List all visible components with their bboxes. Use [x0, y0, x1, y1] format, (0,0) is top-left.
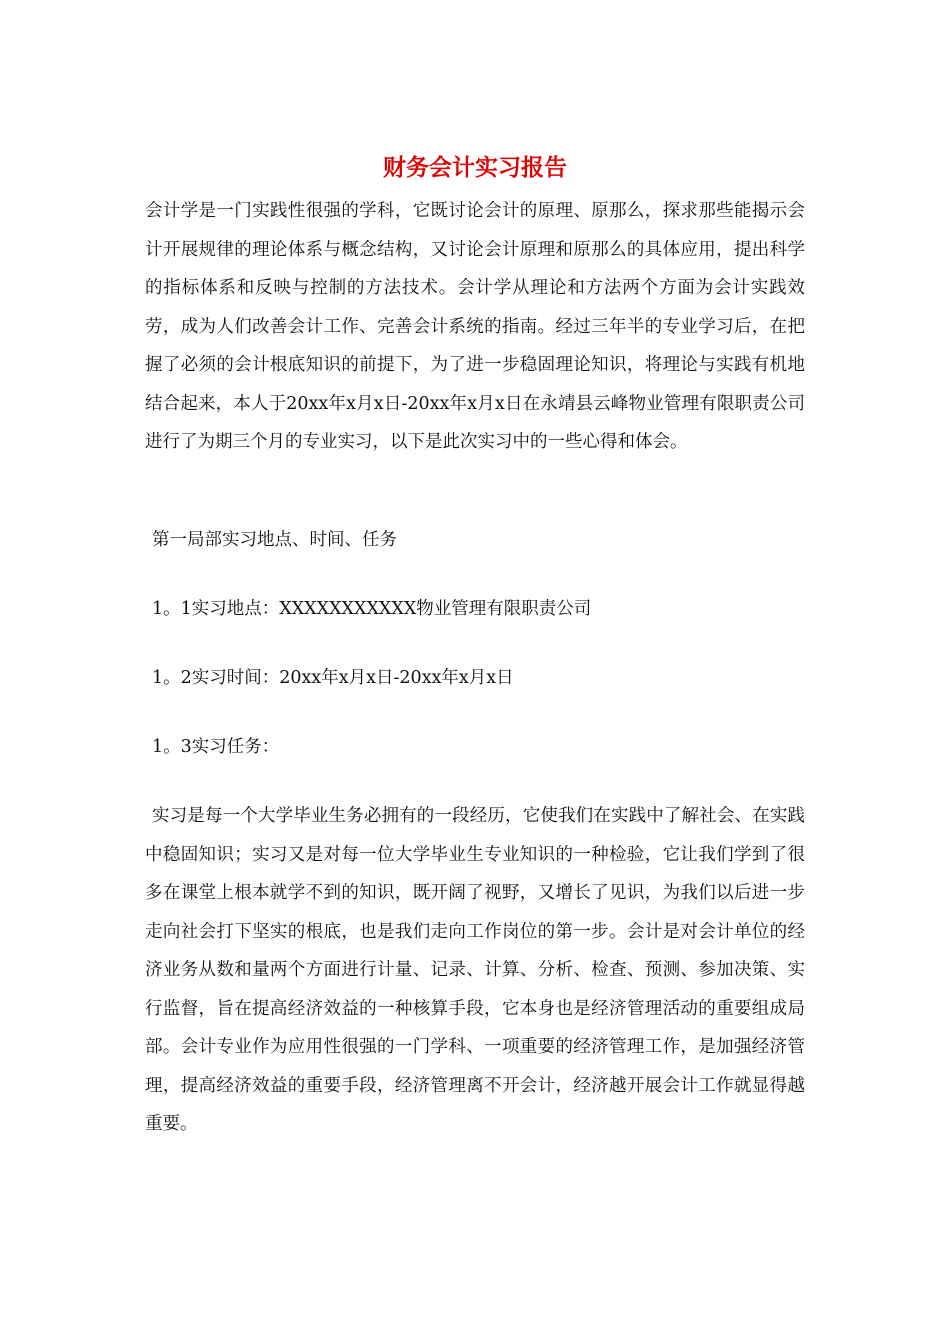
task-paragraph: 实习是每一个大学毕业生务必拥有的一段经历，它使我们在实践中了解社会、在实践中稳固知识；实习又是对每一位大学毕业生专业知识的一种检验，它让我们学到了很多在课堂上根本就学不到的知识，既开阔了视野，又增长了见识，为我们以后进一步走向社会打下坚实的根底，也是我们走向工作岗位的第一步。会计是对会计单位的经济业务从数和量两个方面进行计量、记录、计算、分析、检查、预测、参加决策、实行监督，旨在提高经济效益的一种核算手段，它本身也是经济管理活动的重要组成局部。会计专业作为应用性很强的一门学科、一项重要的经济管理工作，是加强经济管理，提高经济效益的重要手段，经济管理离不开会计，经济越开展会计工作就显得越重要。	[145, 806, 805, 1134]
internship-task-heading: 1。3实习任务：	[152, 737, 280, 757]
intro-paragraph: 会计学是一门实践性很强的学科，它既讨论会计的原理、原那么，探求那些能揭示会计开展规律的理论体系与概念结构，又讨论会计原理和原那么的具体应用，提出科学的指标体系和反映与控制的方法技术。会计学从理论和方法两个方面为会计实践效劳，成为人们改善会计工作、完善会计系统的指南。经过三年半的专业学习后，在把握了必须的会计根底知识的前提下，为了进一步稳固理论知识，将理论与实践有机地结合起来，本人于20xx年x月x日-20xx年x月x日在永靖县云峰物业管理有限职责公司进行了为期三个月的专业实习，以下是此次实习中的一些心得和体会。	[145, 201, 805, 452]
document-title: 财务会计实习报告	[383, 154, 567, 181]
internship-time: 1。2实习时间：20xx年x月x日-20xx年x月x日	[152, 668, 514, 688]
internship-location: 1。1实习地点：XXXXXXXXXXX物业管理有限职责公司	[152, 599, 592, 619]
section-heading: 第一局部实习地点、时间、任务	[152, 530, 397, 550]
